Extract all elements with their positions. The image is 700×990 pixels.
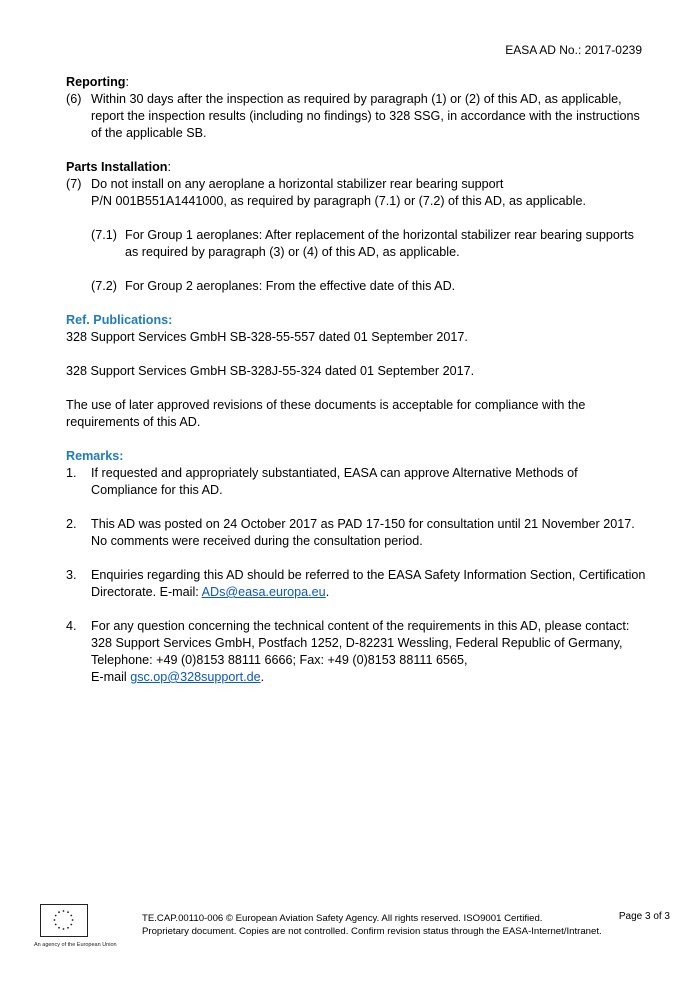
item-text: Within 30 days after the inspection as required by paragraph (1) or (2) of this AD, as applicable, report the inspection results (including no findings) to 328 SSG, in accordance with the instructions of the applicable SB. bbox=[91, 92, 640, 140]
ref-publication-1: 328 Support Services GmbH SB-328-55-557 dated 01 September 2017. bbox=[66, 330, 468, 344]
remark-number: 1. bbox=[66, 466, 77, 480]
footer-line-1: TE.CAP.00110-006 © European Aviation Safety Agency. All rights reserved. ISO9001 Certified. bbox=[142, 913, 543, 924]
remark-1 bbox=[66, 465, 646, 499]
agency-caption: An agency of the European Union bbox=[34, 942, 117, 948]
item-text-line2: P/N 001B551A1441000, as required by paragraph (7.1) or (7.2) of this AD, as applicable. bbox=[91, 194, 586, 208]
remark-text: If requested and appropriately substantiated, EASA can approve Alternative Methods of Compliance for this AD. bbox=[91, 466, 578, 497]
ref-publication-note: The use of later approved revisions of these documents is acceptable for compliance with the requirements of this AD. bbox=[66, 398, 586, 429]
remark-text: Enquiries regarding this AD should be referred to the EASA Safety Information Section, Certification Directorate. E-mail: bbox=[91, 568, 646, 599]
paragraph-7-2 bbox=[91, 278, 646, 295]
eu-stars-icon bbox=[41, 905, 86, 935]
remark-2 bbox=[66, 516, 646, 550]
remark-text: For any question concerning the technical content of the requirements in this AD, please contact: 328 Support Services GmbH, Postfach 1252, D-82231 Wessling, Federal Republic of Germany, Telephone: +49 (0)8153 88111 6666; Fax: +49 (0)8153 88111 6565, bbox=[91, 619, 630, 667]
remark-number: 4. bbox=[66, 619, 77, 633]
paragraph-7-1 bbox=[91, 227, 646, 261]
footer-text bbox=[142, 912, 602, 938]
sub-item-number: (7.1) bbox=[91, 228, 117, 242]
sub-item-text: For Group 1 aeroplanes: After replacement of the horizontal stabilizer rear bearing supports as required by paragraph (3) or (4) of this AD, as applicable. bbox=[125, 228, 634, 259]
item-text-line1: Do not install on any aeroplane a horizontal stabilizer rear bearing support bbox=[91, 177, 504, 191]
item-number: (6) bbox=[66, 92, 82, 106]
remark-text: This AD was posted on 24 October 2017 as PAD 17-150 for consultation until 21 November 2017. No comments were received during the consultation period. bbox=[91, 517, 635, 548]
eu-flag-logo bbox=[40, 904, 88, 937]
reporting-heading: Reporting: bbox=[66, 75, 129, 89]
ref-publications-heading: Ref. Publications: bbox=[66, 313, 173, 327]
document-body bbox=[66, 74, 646, 686]
remark-4: 4. For any question concerning the technical content of the requirements in this AD, please contact: 328 Support Services GmbH, Postfach 1252, D-82231 Wessling, Federal Republic of Germany, Telephone: +49 (0)8153 88111 6666; Fax: +49 (0)8153 88111 6565, E-mail gsc.op@328support.de. bbox=[66, 619, 630, 684]
remark-3: 3. Enquiries regarding this AD should be referred to the EASA Safety Information Section, Certification Directorate. E-mail: ADs@easa.europa.eu. bbox=[66, 568, 646, 599]
sub-item-text: For Group 2 aeroplanes: From the effective date of this AD. bbox=[125, 279, 456, 293]
easa-email-link[interactable]: ADs@easa.europa.eu bbox=[201, 585, 326, 599]
page-number: Page 3 of 3 bbox=[618, 911, 670, 922]
item-number: (7) bbox=[66, 177, 82, 191]
ref-publication-2: 328 Support Services GmbH SB-328J-55-324 dated 01 September 2017. bbox=[66, 364, 475, 378]
remarks-heading: Remarks: bbox=[66, 449, 124, 463]
remark-number: 2. bbox=[66, 517, 77, 531]
ad-number: EASA AD No.: 2017-0239 bbox=[505, 43, 642, 57]
sub-item-number: (7.2) bbox=[91, 279, 117, 293]
paragraph-7 bbox=[66, 176, 646, 210]
paragraph-6 bbox=[66, 91, 646, 142]
parts-installation-heading: Parts Installation: bbox=[66, 160, 171, 174]
remark-number: 3. bbox=[66, 568, 77, 582]
footer-line-2: Proprietary document. Copies are not controlled. Confirm revision status through the EASA-Internet/Intranet. bbox=[142, 926, 602, 937]
support-email-link[interactable]: gsc.op@328support.de bbox=[130, 670, 261, 684]
